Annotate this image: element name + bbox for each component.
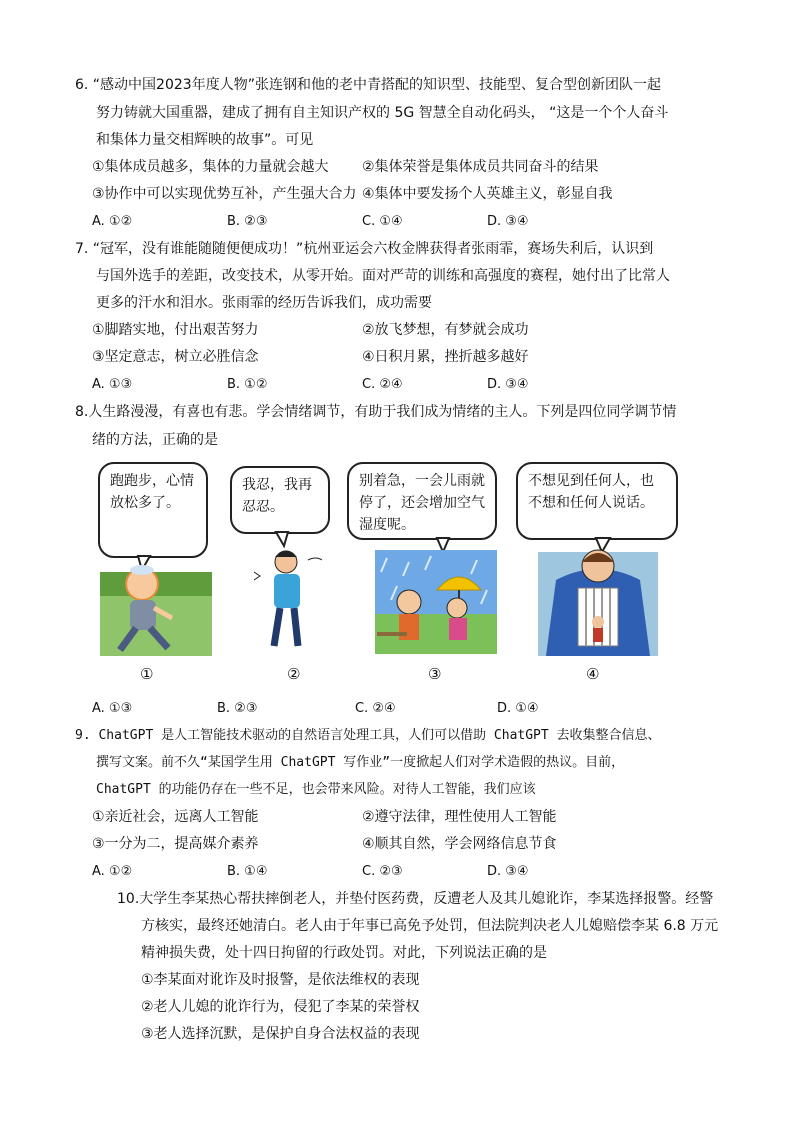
q7-option-b[interactable]: B. ①②	[227, 377, 268, 392]
q7-statement-1: ①脚踏实地，付出艰苦努力	[92, 322, 259, 338]
q8-option-d[interactable]: D. ①④	[497, 701, 539, 716]
q6-statement-1: ①集体成员越多，集体的力量就会越大	[92, 159, 329, 175]
figure-label-3: ③	[428, 665, 442, 683]
speech-bubble-3: 别着急，一会儿雨就停了，还会增加空气湿度呢。	[347, 462, 497, 540]
q9-statement-2: ②遵守法律，理性使用人工智能	[362, 809, 557, 825]
q10-stem-line-2: 方核实，最终还她清白。老人由于年事已高免予处罚，但法院判决老人儿媳赔偿李某 6.8 万元	[141, 918, 719, 934]
q10-statement-2: ②老人儿媳的讹诈行为，侵犯了李某的荣誉权	[141, 999, 420, 1015]
q9-statement-3: ③一分为二，提高媒介素养	[92, 836, 259, 852]
q6-stem-line-1: 6. “感动中国2023年度人物”张连钢和他的老中青搭配的知识型、技能型、复合型创新团队一起	[75, 77, 661, 93]
withdrawal-illustration	[516, 462, 680, 658]
q10-stem-line-3: 精神损失费，处十四日拘留的行政处罚。对此，下列说法正确的是	[141, 945, 547, 961]
q8-option-a[interactable]: A. ①③	[92, 701, 133, 716]
speech-bubble-1: 跑跑步，心情放松多了。	[98, 462, 208, 558]
q10-statement-1: ①李某面对讹诈及时报警，是依法维权的表现	[141, 972, 420, 988]
q7-statement-2: ②放飞梦想，有梦就会成功	[362, 322, 529, 338]
enduring-illustration	[230, 462, 334, 658]
speech-bubble-4: 不想见到任何人，也不想和任何人说话。	[516, 462, 678, 540]
q9-option-b[interactable]: B. ①④	[227, 864, 268, 879]
jogging-illustration	[98, 462, 216, 658]
cartoon-withdrawal	[516, 462, 680, 658]
q7-option-c[interactable]: C. ②④	[362, 377, 403, 392]
cartoon-enduring	[230, 462, 334, 658]
q9-option-a[interactable]: A. ①②	[92, 864, 133, 879]
q9-statement-1: ①亲近社会，远离人工智能	[92, 809, 259, 825]
q9-stem-line-2: 撰写文案。前不久“某国学生用 ChatGPT 写作业”一度掀起人们对学术造假的热议。目前，	[96, 755, 625, 770]
q8-stem-line-1: 8.人生路漫漫，有喜也有悲。学会情绪调节，有助于我们成为情绪的主人。下列是四位同学调节情	[75, 404, 677, 420]
figure-label-4: ④	[586, 665, 600, 683]
q6-stem-line-2: 努力铸就大国重器，建成了拥有自主知识产权的 5G 智慧全自动化码头， “这是一个个人奋斗	[96, 105, 669, 121]
q6-option-a[interactable]: A. ①②	[92, 214, 133, 229]
q9-option-c[interactable]: C. ②③	[362, 864, 403, 879]
q10-stem-line-1: 10.大学生李某热心帮扶摔倒老人，并垫付医药费，反遭老人及其儿媳讹诈，李某选择报警。经警	[117, 891, 714, 907]
q6-stem-line-3: 和集体力量交相辉映的故事”。可见	[96, 132, 314, 148]
q7-option-d[interactable]: D. ③④	[487, 377, 529, 392]
cartoon-jogging	[98, 462, 216, 658]
q6-option-c[interactable]: C. ①④	[362, 214, 403, 229]
q7-stem-line-1: 7. “冠军，没有谁能随随便便成功！”杭州亚运会六枚金牌获得者张雨霏，赛场失利后，认识到	[75, 241, 654, 257]
q6-statement-3: ③协作中可以实现优势互补，产生强大合力	[92, 186, 357, 202]
q7-statement-3: ③坚定意志，树立必胜信念	[92, 349, 259, 365]
q9-stem-line-1: 9. ChatGPT 是人工智能技术驱动的自然语言处理工具，人们可以借助 ChatGPT 去收集整合信息、	[75, 728, 661, 743]
q8-stem-line-2: 绪的方法，正确的是	[92, 432, 218, 448]
speech-bubble-2: 我忍，我再忍忍。	[230, 466, 330, 534]
figure-label-2: ②	[287, 665, 301, 683]
q8-option-c[interactable]: C. ②④	[355, 701, 396, 716]
q10-statement-3: ③老人选择沉默，是保护自身合法权益的表现	[141, 1026, 420, 1042]
q9-stem-line-3: ChatGPT 的功能仍存在一些不足，也会带来风险。对待人工智能，我们应该	[96, 782, 536, 797]
q7-statement-4: ④日积月累，挫折越多越好	[362, 349, 529, 365]
q7-stem-line-3: 更多的汗水和泪水。张雨霏的经历告诉我们，成功需要	[96, 295, 432, 311]
q6-statement-2: ②集体荣誉是集体成员共同奋斗的结果	[362, 159, 599, 175]
q7-stem-line-2: 与国外选手的差距，改变技术，从零开始。面对严苛的训练和高强度的赛程，她付出了比常人	[96, 268, 670, 284]
figure-label-1: ①	[140, 665, 154, 683]
q8-option-b[interactable]: B. ②③	[217, 701, 258, 716]
cartoon-rain	[347, 462, 499, 658]
rain-illustration	[347, 462, 499, 658]
q9-statement-4: ④顺其自然，学会网络信息节食	[362, 836, 557, 852]
q7-option-a[interactable]: A. ①③	[92, 377, 133, 392]
q6-option-d[interactable]: D. ③④	[487, 214, 529, 229]
q6-statement-4: ④集体中要发扬个人英雄主义，彰显自我	[362, 186, 613, 202]
q6-option-b[interactable]: B. ②③	[227, 214, 268, 229]
q9-option-d[interactable]: D. ③④	[487, 864, 529, 879]
